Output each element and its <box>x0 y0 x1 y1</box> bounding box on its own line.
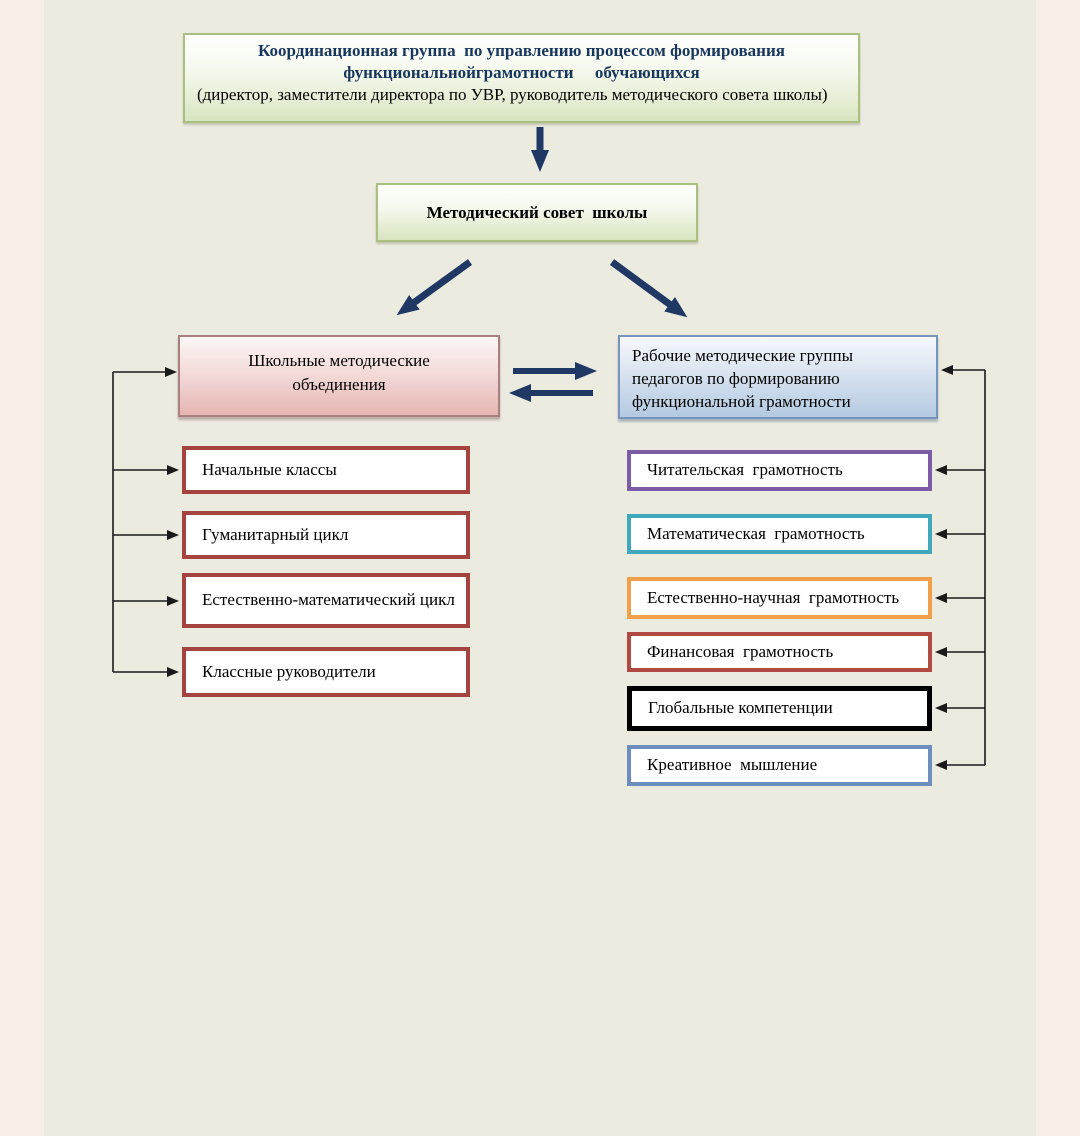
working-groups-label: Рабочие методические группы педагогов по формированию функциональной грамотности <box>632 346 853 411</box>
left-margin-strip <box>0 0 44 1136</box>
right-item-creative-thinking: Креативное мышление <box>627 745 932 786</box>
school-method-associations-label: Школьные методические объединения <box>248 351 430 394</box>
coordination-group-title: Координационная группа по управлению процессом формирования функциональнойграмотности обучающихся <box>258 41 790 83</box>
right-margin-strip <box>1036 0 1080 1136</box>
methodological-council-label: Методический совет школы <box>426 202 648 222</box>
diagonal-right-arrow <box>612 262 672 306</box>
diagonal-left-arrow <box>412 262 470 304</box>
left-item-class-teachers: Классные руководители <box>182 647 470 697</box>
working-groups-box <box>618 335 938 419</box>
left-item-science-math-cycle: Естественно-математический цикл <box>182 573 470 628</box>
left-item-humanities-cycle: Гуманитарный цикл <box>182 511 470 559</box>
right-item-natural-science-literacy: Естественно-научная грамотность <box>627 577 932 619</box>
left-item-primary-classes: Начальные классы <box>182 446 470 494</box>
right-item-reading-literacy: Читательская грамотность <box>627 450 932 491</box>
right-item-financial-literacy: Финансовая грамотность <box>627 632 932 672</box>
coordination-group-box <box>183 33 860 123</box>
right-item-global-competencies: Глобальные компетенции <box>627 686 932 731</box>
right-item-math-literacy: Математическая грамотность <box>627 514 932 554</box>
school-method-associations-box <box>178 335 500 417</box>
right-bracket-connector <box>946 370 985 765</box>
methodological-council-box <box>376 183 698 242</box>
coordination-group-subtitle: (директор, заместители директора по УВР, руководитель методического совета школы) <box>197 85 828 105</box>
left-bracket-connector <box>113 372 168 672</box>
